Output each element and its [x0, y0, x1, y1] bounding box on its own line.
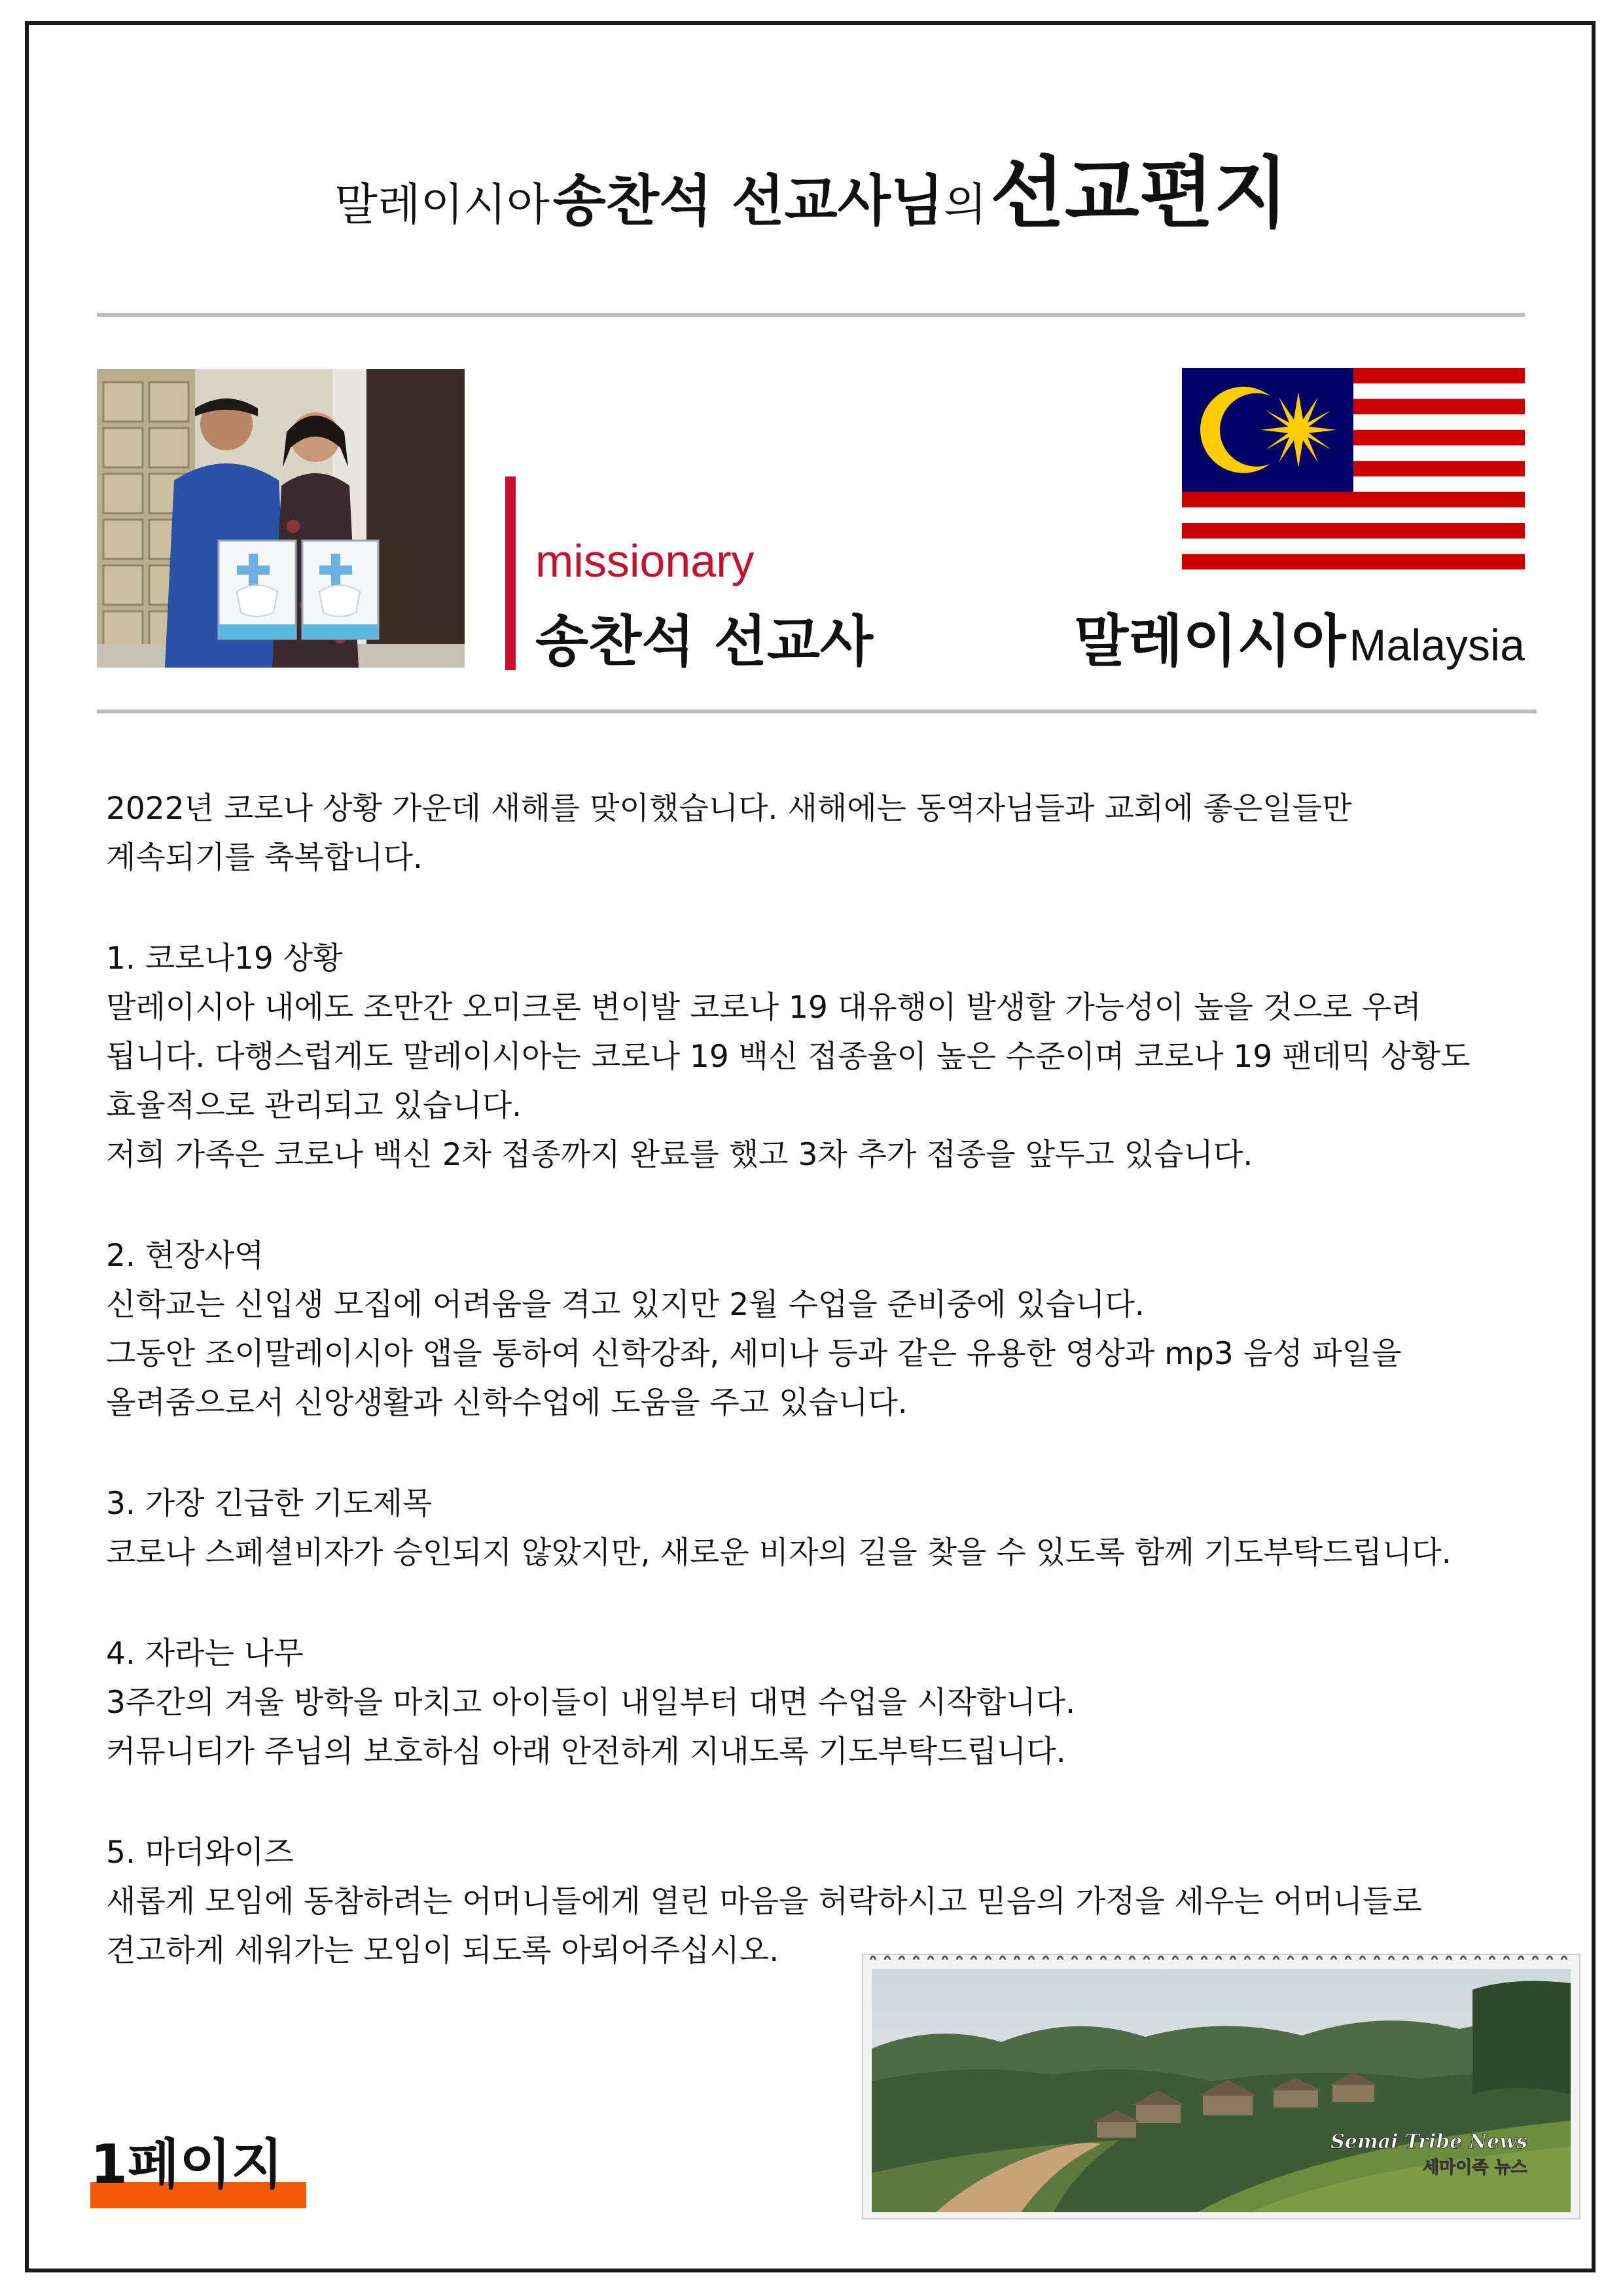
page-title: [0, 137, 1623, 249]
malaysia-flag-icon: [1182, 368, 1525, 585]
title-country: 말레이시아: [334, 179, 550, 231]
top-divider: [97, 313, 1525, 317]
section-line: 올려줌으로서 신앙생활과 신학수업에 도움을 주고 있습니다.: [106, 1385, 908, 1421]
calendar-photo: [857, 1950, 1584, 2223]
section-heading: 1. 코로나19 상황: [106, 941, 343, 977]
section-heading: 3. 가장 긴급한 기도제목: [106, 1486, 433, 1522]
page-number-label: [90, 2132, 283, 2204]
title-doc-type: 선교편지: [990, 148, 1289, 238]
village-landscape-photo-icon: [857, 1950, 1584, 2223]
section-line: 새롭게 모임에 동참하려는 어머니들에게 열린 마음을 허락하시고 믿음의 가정을 세우는 어머니들로: [106, 1884, 1422, 1920]
section-line: 커뮤니티가 주님의 보호하심 아래 안전하게 지내도록 기도부탁드립니다.: [106, 1734, 1066, 1770]
section-line: 견고하게 세워가는 모임이 되도록 아뢰어주십시오.: [106, 1933, 779, 1969]
page-number-text: 1페이지: [90, 2134, 283, 2196]
profile-divider: [97, 709, 1537, 713]
section-line: 됩니다. 다행스럽게도 말레이시아는 코로나 19 백신 접종율이 높은 수준이며 코로나 19 팬데믹 상황도: [106, 1039, 1471, 1075]
profile-name: 송찬석 선교사: [535, 609, 874, 673]
section-line: 저희 가족은 코로나 백신 2차 접종까지 완료를 했고 3차 추가 접종을 앞두고 있습니다.: [106, 1137, 1253, 1173]
malaysia-flag: [1182, 368, 1525, 585]
section-line: 3주간의 겨울 방학을 마치고 아이들이 내일부터 대면 수업을 시작합니다.: [106, 1685, 1076, 1721]
accent-bar: [505, 476, 516, 670]
title-particle: 의: [944, 179, 987, 231]
section-line: 효율적으로 관리되고 있습니다.: [106, 1088, 522, 1124]
section-heading: 2. 현장사역: [106, 1238, 264, 1274]
missionary-photo: [97, 369, 465, 668]
country-korean: 말레이시아: [1074, 609, 1346, 674]
profile-role: missionary: [535, 535, 755, 586]
section-heading: 4. 자라는 나무: [106, 1636, 304, 1672]
intro-line: 계속되기를 축복합니다.: [106, 840, 423, 876]
letter-body: [106, 784, 1533, 1975]
section-line: 신학교는 신입생 모집에 어려움을 격고 있지만 2월 수업을 준비중에 있습니다.: [106, 1287, 1145, 1323]
section-heading: 5. 마더와이즈: [106, 1835, 294, 1871]
calendar-caption-ko: 세마이족 뉴스: [1423, 2158, 1527, 2178]
intro-line: 2022년 코로나 상황 가운데 새해를 맞이했습니다. 새해에는 동역자님들과 교회에 좋은일들만: [106, 791, 1352, 827]
title-missionary: 송찬석 선교사님: [552, 169, 944, 233]
section-line: 말레이시아 내에도 조만간 오미크론 변이발 코로나 19 대유행이 발생할 가능성이 높을 것으로 우려: [106, 990, 1421, 1026]
section-line: 코로나 스페셜비자가 승인되지 않았지만, 새로운 비자의 길을 찾을 수 있도록 함께 기도부탁드립니다.: [106, 1535, 1452, 1571]
country-english: Malaysia: [1349, 620, 1525, 670]
section-line: 그동안 조이말레이시아 앱을 통하여 신학강좌, 세미나 등과 같은 유용한 영상과 mp3 음성 파일을: [106, 1336, 1402, 1372]
missionary-couple-photo-icon: [97, 369, 465, 668]
profile-country: [1074, 605, 1525, 693]
calendar-caption-en: Semai Tribe News: [1330, 2130, 1527, 2153]
